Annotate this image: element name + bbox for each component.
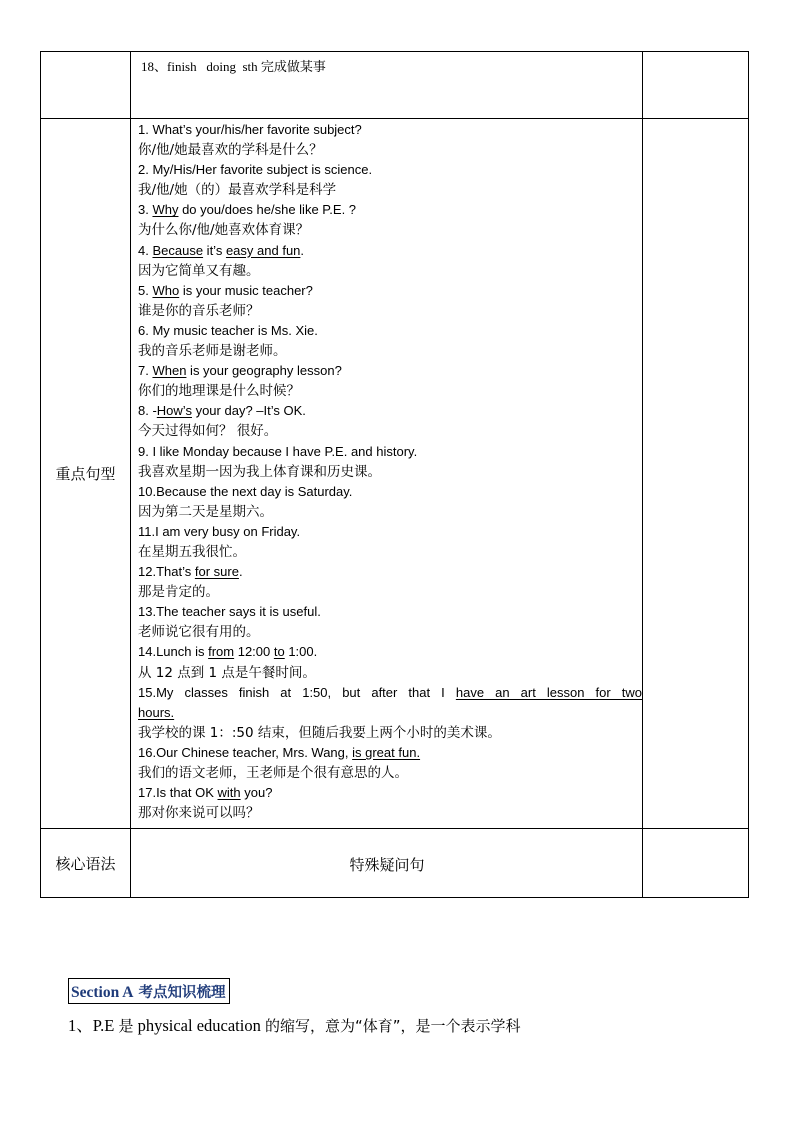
- sentence-text: 12.That’s: [138, 564, 195, 580]
- sentence-text: 9. I like Monday because I have P.E. and history.: [138, 443, 418, 459]
- sentence-text: 为什么你/他/她喜欢体育课？: [138, 222, 310, 239]
- column-divider-right: [642, 52, 643, 897]
- sentence-text: do you/does he/she like P.E. ?: [178, 202, 357, 218]
- sentence-text: .: [238, 564, 243, 580]
- sentence-text: you?: [240, 785, 273, 801]
- sentence-english: [138, 562, 642, 582]
- underlined-phrase: Who: [152, 282, 180, 298]
- sentence-translation: [138, 763, 642, 783]
- key-sentences-list: [138, 120, 642, 823]
- section-heading: [68, 978, 230, 1004]
- sentence-text: 谁是你的音乐老师？: [138, 302, 260, 319]
- underlined-phrase: is great fun.: [352, 744, 421, 760]
- sentence-text: 我喜欢星期一因为我上体育课和历史课。: [138, 463, 381, 480]
- sentence-translation: [138, 622, 642, 642]
- sentence-text: 7.: [138, 363, 153, 379]
- sentence-text: 16.Our Chinese teacher, Mrs. Wang,: [138, 744, 353, 760]
- phrase-item-18: 18、finish doing sth 完成做某事: [141, 59, 326, 74]
- sentence-translation: [138, 663, 642, 683]
- row-divider-2: [41, 828, 748, 829]
- sentence-text: 17.Is that OK: [138, 785, 218, 801]
- knowledge-point-1: [68, 1012, 521, 1036]
- sentence-text: 8. -: [138, 403, 157, 419]
- sentence-english: [138, 482, 642, 502]
- sentence-english: [138, 783, 642, 803]
- sentence-text: 5.: [138, 282, 153, 298]
- sentence-english: [138, 743, 642, 763]
- sentence-translation: [138, 301, 642, 321]
- sentence-english: [138, 683, 642, 703]
- sentence-translation: [138, 261, 642, 281]
- sentence-text: 2. My/His/Her favorite subject is science.: [138, 162, 373, 178]
- sentence-english: [138, 241, 642, 261]
- sentence-text: 在星期五我很忙。: [138, 543, 246, 560]
- sentence-translation: [138, 381, 642, 401]
- point1-text-b: 的缩写，意为“体育”，是一个表示学科: [264, 1017, 521, 1035]
- sentence-text: 我/他/她（的）最喜欢学科是科学: [138, 182, 337, 199]
- sentence-translation: [138, 140, 642, 160]
- sentence-translation: [138, 542, 642, 562]
- underlined-phrase: How’s: [156, 403, 192, 419]
- sentence-text: 你/他/她最喜欢的学科是什么？: [138, 142, 323, 159]
- sentence-text: 你们的地理课是什么时候？: [138, 383, 300, 400]
- sentence-english: [138, 703, 642, 723]
- sentence-translation: [138, 341, 642, 361]
- underlined-phrase: with: [217, 785, 241, 801]
- sentence-english: [138, 602, 642, 622]
- sentence-translation: [138, 502, 642, 522]
- underlined-phrase: to: [273, 644, 285, 660]
- underlined-phrase: When: [152, 363, 187, 379]
- point1-term: physical education: [133, 1016, 265, 1035]
- sentence-text: .: [300, 242, 305, 258]
- sentence-translation: [138, 723, 642, 743]
- sentence-text: 11.I am very busy on Friday.: [138, 523, 301, 539]
- sentence-text: 我学校的课 1：:50 结束，但随后我要上两个小时的美术课。: [138, 724, 501, 741]
- sentence-text: 4.: [138, 242, 153, 258]
- sentence-translation: [138, 220, 642, 240]
- sentence-text: 我的音乐老师是谢老师。: [138, 343, 287, 360]
- underlined-phrase: hours.: [138, 704, 175, 720]
- sentence-text: 13.The teacher says it is useful.: [138, 604, 321, 620]
- point1-number: 1、P.E: [68, 1016, 119, 1035]
- sentence-english: [138, 200, 642, 220]
- key-sentences-label: 重点句型: [55, 465, 116, 483]
- sentence-text: 那对你来说可以吗？: [138, 805, 260, 822]
- sentence-text: it’s: [203, 242, 226, 258]
- sentence-translation: [138, 180, 642, 200]
- sentence-text: 那是肯定的。: [138, 584, 219, 601]
- section-heading-en: Section A: [71, 984, 134, 1001]
- sentence-english: [138, 160, 642, 180]
- sentence-english: [138, 321, 642, 341]
- sentence-translation: [138, 803, 642, 823]
- sentence-translation: [138, 421, 642, 441]
- sentence-text: 15.My classes finish at 1:50, but after that I: [138, 684, 456, 700]
- sentence-english: [138, 642, 642, 662]
- sentence-text: 1. What’s your/his/her favorite subject?: [138, 122, 362, 137]
- underlined-phrase: have an art lesson for two: [455, 684, 643, 700]
- sentence-english: [138, 361, 642, 381]
- point1-text-a: 是: [118, 1017, 134, 1035]
- core-grammar-label: 核心语法: [55, 854, 116, 873]
- sentence-text: 1:00.: [284, 644, 318, 660]
- sentence-translation: [138, 582, 642, 602]
- sentence-text: is your music teacher?: [179, 282, 313, 298]
- sentence-text: 12:00: [234, 644, 274, 660]
- underlined-phrase: from: [208, 644, 235, 660]
- sentence-text: 因为第二天是星期六。: [138, 503, 273, 520]
- sentence-text: 我们的语文老师，王老师是个很有意思的人。: [138, 765, 408, 781]
- sentence-text: 6. My music teacher is Ms. Xie.: [138, 322, 318, 338]
- underlined-phrase: easy and fun: [225, 242, 301, 258]
- sentence-english: [138, 401, 642, 421]
- sentence-english: [138, 120, 642, 140]
- sentence-text: your day? –It’s OK.: [191, 403, 306, 419]
- sentence-text: 从 12 点到 1 点是午餐时间。: [138, 664, 316, 681]
- sentence-english: [138, 522, 642, 542]
- underlined-phrase: Because: [152, 242, 204, 258]
- sentence-text: 10.Because the next day is Saturday.: [138, 483, 353, 499]
- section-heading-zh: 考点知识梳理: [133, 985, 226, 1001]
- underlined-phrase: for sure: [194, 564, 239, 580]
- sentence-text: 今天过得如何？ 很好。: [138, 423, 278, 440]
- sentence-text: is your geography lesson?: [186, 363, 342, 379]
- sentence-english: [138, 442, 642, 462]
- vocabulary-table: [40, 51, 749, 898]
- core-grammar-value: 特殊疑问句: [349, 855, 425, 874]
- sentence-text: 老师说它很有用的。: [138, 624, 260, 641]
- sentence-english: [138, 281, 642, 301]
- sentence-translation: [138, 462, 642, 482]
- sentence-text: 3.: [138, 202, 153, 218]
- row-divider-1: [41, 118, 748, 119]
- sentence-text: 因为它简单又有趣。: [138, 262, 260, 279]
- column-divider-left: [130, 52, 131, 897]
- underlined-phrase: Why: [152, 202, 179, 218]
- sentence-text: 14.Lunch is: [138, 644, 209, 660]
